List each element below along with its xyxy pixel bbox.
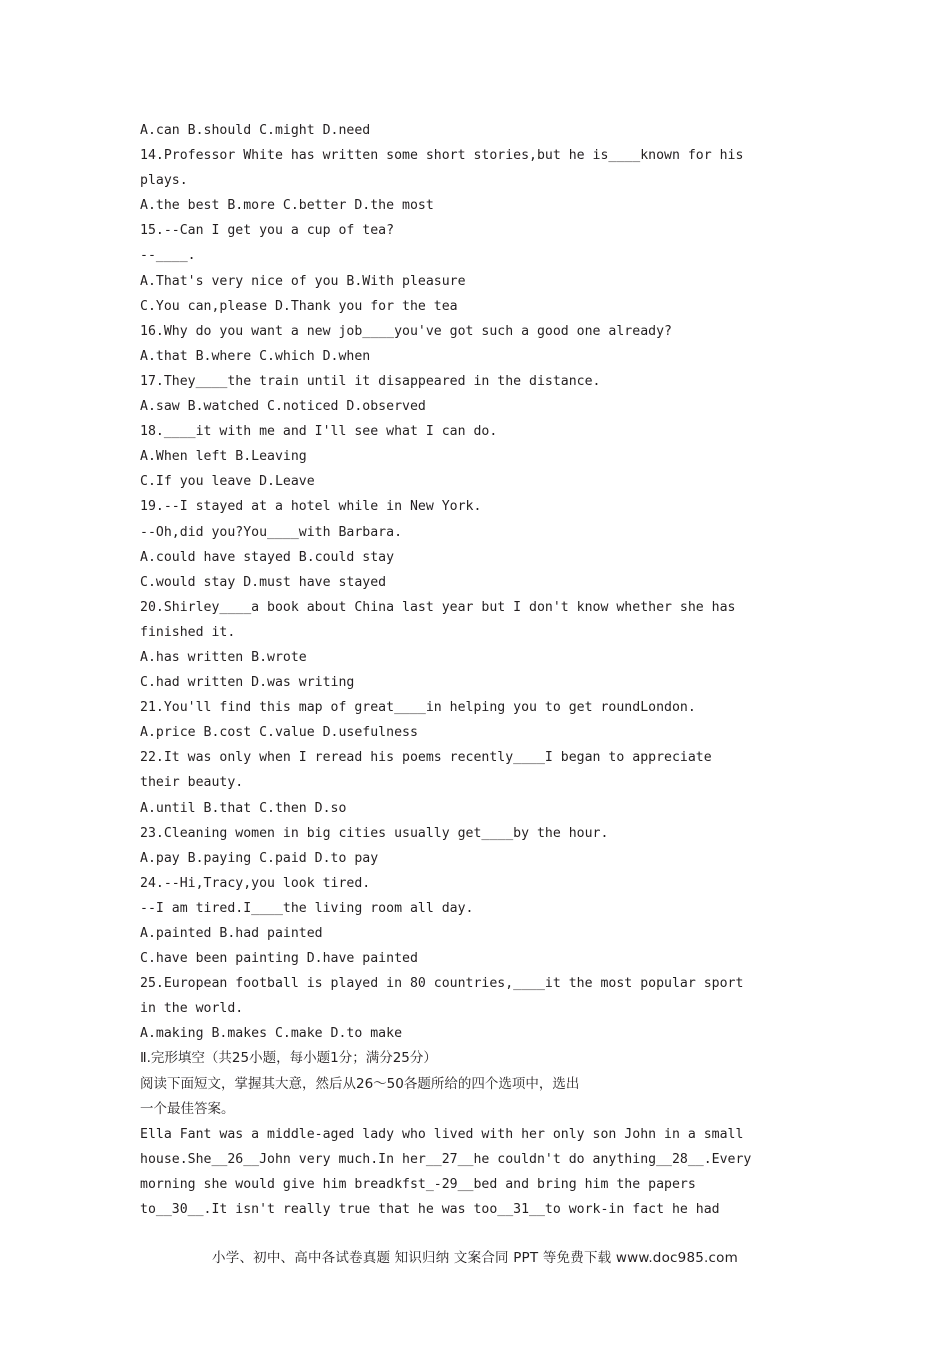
text-line: 14.Professor White has written some short stories,but he is____known for his [140,148,744,164]
text-line: A.That's very nice of you B.With pleasure [140,273,466,289]
text-line: plays. [140,173,188,189]
passage-line: to__30__.It isn't really true that he was too__31__to work-in fact he had [140,1202,720,1218]
passage-line: house.She__26__John very much.In her__27__he couldn't do anything__28__.Every [140,1151,752,1167]
instruction-line: 阅读下面短文，掌握其大意，然后从26～50各题所给的四个选项中，选出 [140,1075,580,1092]
text-line: 23.Cleaning women in big cities usually get____by the hour. [140,825,609,841]
text-line: 20.Shirley____a book about China last year but I don't know whether she has [140,599,736,615]
text-line: A.price B.cost C.value D.usefulness [140,725,418,741]
text-line: A.can B.should C.might D.need [140,123,371,138]
text-line: C.You can,please D.Thank you for the tea [140,298,458,314]
text-line: A.When left B.Leaving [140,449,307,465]
text-line: 17.They____the train until it disappeared in the distance. [140,373,601,389]
text-line: A.making B.makes C.make D.to make [140,1026,403,1042]
text-line: --Oh,did you?You____with Barbara. [140,524,403,540]
text-line: 15.--Can I get you a cup of tea? [140,223,395,239]
text-line: A.painted B.had painted [140,926,323,941]
text-line: A.saw B.watched C.noticed D.observed [140,399,426,415]
text-line: in the world. [140,1001,244,1017]
text-line: 16.Why do you want a new job____you've got such a good one already? [140,323,672,339]
text-line: A.until B.that C.then D.so [140,800,347,816]
text-line: 18.____it with me and I'll see what I can do. [140,424,498,440]
text-line: C.If you leave D.Leave [140,474,315,490]
text-line: 19.--I stayed at a hotel while in New York. [140,499,482,515]
text-line: C.have been painting D.have painted [140,951,418,967]
passage-line: Ella Fant was a middle-aged lady who lived with her only son John in a small [140,1126,744,1142]
text-line: A.the best B.more C.better D.the most [140,198,434,214]
page-footer: 小学、初中、高中各试卷真题 知识归纳 文案合同 PPT 等免费下载 www.doc985.com [212,1250,738,1266]
instruction-line: 一个最佳答案。 [140,1100,235,1117]
passage-line: morning she would give him breadkfst_-29__bed and bring him the papers [140,1176,696,1192]
text-line: their beauty. [140,775,244,791]
text-line: A.could have stayed B.could stay [140,549,395,565]
text-line: --____. [140,248,196,264]
text-line: --I am tired.I____the living room all day. [140,900,474,916]
text-line: C.had written D.was writing [140,675,355,691]
text-line: A.pay B.paying C.paid D.to pay [140,850,379,866]
text-line: 25.European football is played in 80 countries,____it the most popular sport [140,976,744,992]
section-heading: Ⅱ.完形填空（共25小题，每小题1分；满分25分） [140,1050,437,1067]
text-line: finished it. [140,624,236,640]
text-line: A.has written B.wrote [140,649,307,665]
text-line: 24.--Hi,Tracy,you look tired. [140,875,371,891]
text-line: C.would stay D.must have stayed [140,574,387,590]
text-line: A.that B.where C.which D.when [140,348,371,364]
text-line: 22.It was only when I reread his poems recently____I began to appreciate [140,750,712,766]
document-body [140,118,812,1222]
text-line: 21.You'll find this map of great____in helping you to get roundLondon. [140,700,696,716]
